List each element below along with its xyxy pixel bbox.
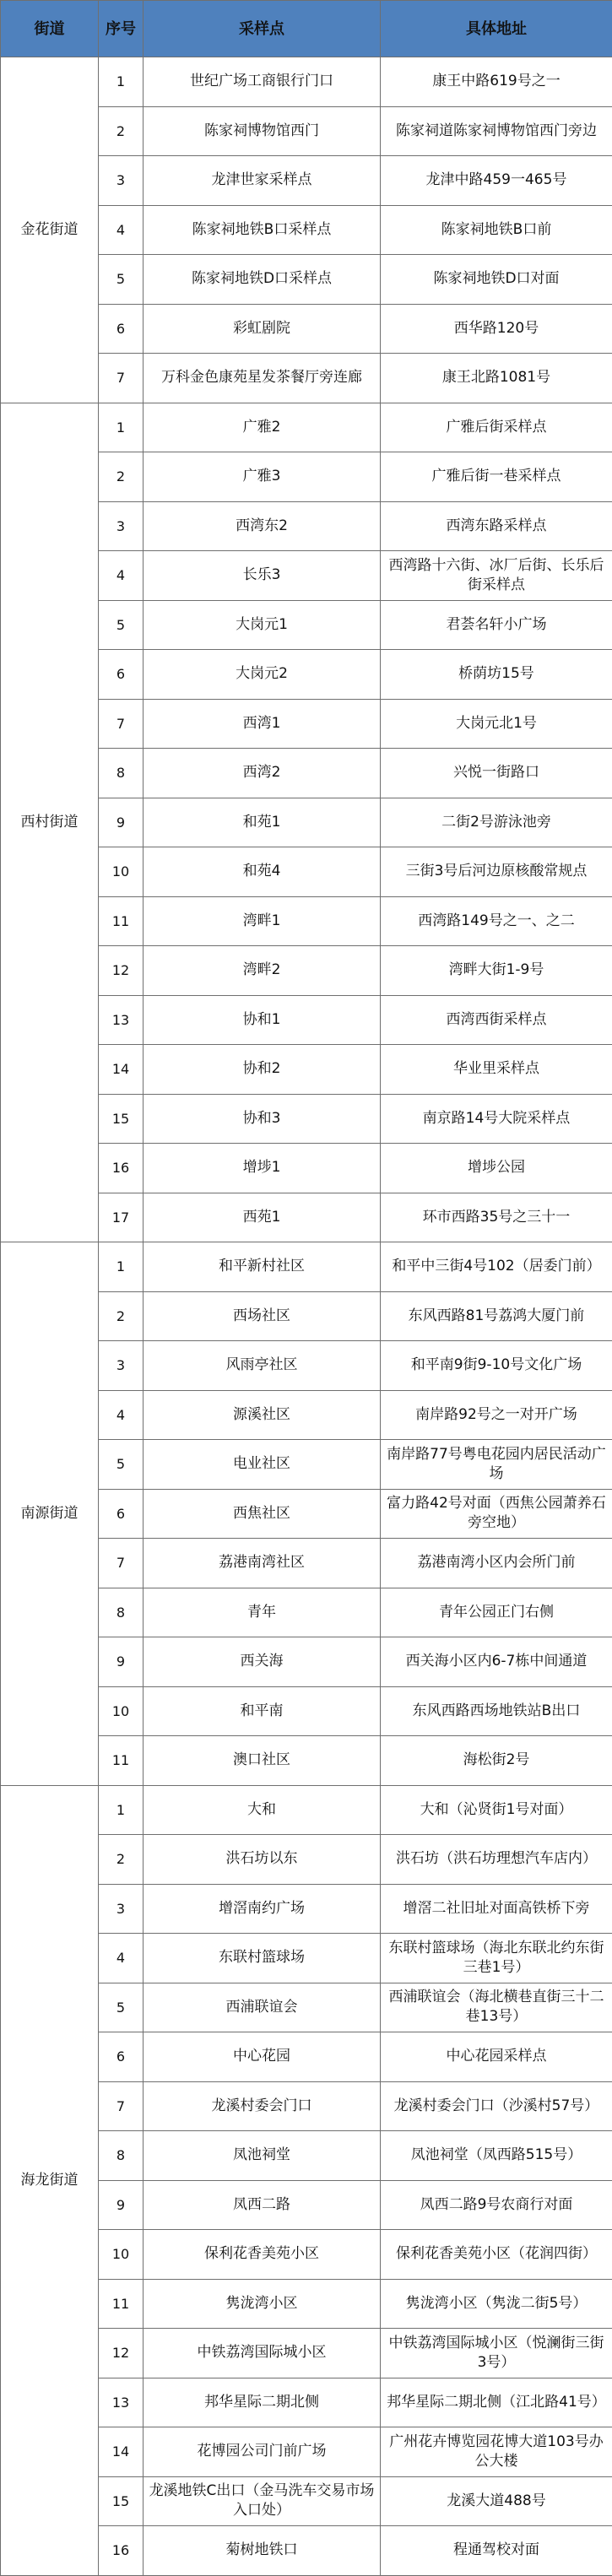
site-address: 广雅后街一巷采样点 [381,452,612,502]
row-number: 6 [99,2032,144,2082]
site-name: 保利花香美苑小区 [144,2230,381,2280]
site-address: 隽泷湾小区（隽泷二街5号） [381,2279,612,2329]
site-address: 凤西二路9号农商行对面 [381,2180,612,2230]
site-name: 陈家祠地铁D口采样点 [144,255,381,305]
row-number: 7 [99,699,144,749]
site-name: 大和 [144,1785,381,1835]
site-address: 康王中路619号之一 [381,57,612,107]
row-number: 1 [99,1242,144,1292]
row-number: 2 [99,106,144,156]
site-address: 增埗公园 [381,1144,612,1193]
row-number: 13 [99,2378,144,2427]
site-address: 君荟名轩小广场 [381,600,612,650]
site-name: 协和2 [144,1045,381,1095]
row-number: 10 [99,847,144,897]
site-address: 和平中三街4号102（居委门前） [381,1242,612,1292]
site-address: 东联村篮球场（海北东联北约东街三巷1号） [381,1934,612,1983]
site-name: 和苑1 [144,798,381,847]
site-address: 富力路42号对面（西焦公园萧养石旁空地） [381,1489,612,1539]
street-group-nanyuan: 南源街道 [1,1242,99,1786]
row-number: 3 [99,501,144,551]
site-address: 凤池祠堂（凤西路515号） [381,2131,612,2181]
site-address: 二街2号游泳池旁 [381,798,612,847]
site-name: 洪石坊以东 [144,1835,381,1885]
row-number: 1 [99,403,144,452]
site-name: 青年 [144,1588,381,1637]
row-number: 11 [99,1736,144,1786]
row-number: 7 [99,2081,144,2131]
site-name: 陈家祠博物馆西门 [144,106,381,156]
site-name: 大岗元2 [144,650,381,700]
site-address: 荔港南湾小区内会所门前 [381,1539,612,1588]
site-name: 湾畔2 [144,946,381,996]
header-street: 街道 [1,1,99,57]
header-row [1,1,612,57]
row-number: 2 [99,1835,144,1885]
row-number: 14 [99,2427,144,2477]
row-number: 11 [99,896,144,946]
site-address: 中心花园采样点 [381,2032,612,2082]
site-name: 和平新村社区 [144,1242,381,1292]
site-name: 西浦联谊会 [144,1983,381,2032]
site-address: 中铁荔湾国际城小区（悦澜街三街3号） [381,2329,612,2378]
row-number: 6 [99,650,144,700]
site-address: 邦华星际二期北侧（江北路41号） [381,2378,612,2427]
site-name: 西苑1 [144,1193,381,1242]
row-number: 15 [99,1094,144,1144]
site-name: 和苑4 [144,847,381,897]
site-address: 龙溪大道488号 [381,2476,612,2526]
site-address: 西湾东路采样点 [381,501,612,551]
site-name: 源溪社区 [144,1390,381,1440]
site-address: 环市西路35号之三十一 [381,1193,612,1242]
site-address: 南岸路77号粤电花园内居民活动广场 [381,1440,612,1490]
site-name: 凤池祠堂 [144,2131,381,2181]
site-name: 邦华星际二期北侧 [144,2378,381,2427]
site-address: 西湾路十六街、冰厂后街、长乐后街采样点 [381,551,612,601]
site-address: 陈家祠地铁D口对面 [381,255,612,305]
row-number: 17 [99,1193,144,1242]
site-address: 保利花香美苑小区（花润四街） [381,2230,612,2280]
row-number: 16 [99,1144,144,1193]
row-number: 5 [99,1983,144,2032]
site-address: 海松街2号 [381,1736,612,1786]
site-address: 龙津中路459一465号 [381,156,612,206]
site-address: 广雅后街采样点 [381,403,612,452]
site-address: 西浦联谊会（海北横巷直街三十二巷13号） [381,1983,612,2032]
site-name: 荔港南湾社区 [144,1539,381,1588]
site-address: 增滘二社旧址对面高铁桥下旁 [381,1884,612,1934]
row-number: 8 [99,2131,144,2181]
site-name: 增滘南约广场 [144,1884,381,1934]
site-address: 大和（沁贤街1号对面） [381,1785,612,1835]
site-name: 广雅3 [144,452,381,502]
site-address: 东风西路81号荔鸿大厦门前 [381,1291,612,1341]
site-address: 程通驾校对面 [381,2526,612,2576]
row-number: 16 [99,2526,144,2576]
site-address: 华业里采样点 [381,1045,612,1095]
site-name: 风雨亭社区 [144,1341,381,1391]
row-number: 11 [99,2279,144,2329]
site-name: 菊树地铁口 [144,2526,381,2576]
site-address: 南京路14号大院采样点 [381,1094,612,1144]
row-number: 9 [99,798,144,847]
site-name: 陈家祠地铁B口采样点 [144,205,381,255]
street-group-jinhua: 金花街道 [1,57,99,403]
site-address: 三街3号后河边原核酸常规点 [381,847,612,897]
site-name: 增埗1 [144,1144,381,1193]
row-number: 5 [99,255,144,305]
row-number: 8 [99,749,144,798]
site-name: 西湾2 [144,749,381,798]
row-number: 8 [99,1588,144,1637]
site-name: 西湾1 [144,699,381,749]
row-number: 10 [99,2230,144,2280]
table-body [1,57,612,2576]
row-number: 9 [99,1637,144,1687]
site-name: 广雅2 [144,403,381,452]
site-address: 西华路120号 [381,304,612,354]
row-number: 3 [99,1341,144,1391]
row-number: 7 [99,1539,144,1588]
row-number: 7 [99,354,144,403]
row-number: 5 [99,600,144,650]
site-name: 西关海 [144,1637,381,1687]
row-number: 2 [99,1291,144,1341]
site-name: 隽泷湾小区 [144,2279,381,2329]
site-name: 中铁荔湾国际城小区 [144,2329,381,2378]
row-number: 12 [99,2329,144,2378]
site-address: 大岗元北1号 [381,699,612,749]
row-number: 1 [99,1785,144,1835]
row-number: 13 [99,995,144,1045]
table-row [1,1785,612,1835]
site-name: 澳口社区 [144,1736,381,1786]
site-address: 湾畔大街1-9号 [381,946,612,996]
row-number: 4 [99,205,144,255]
row-number: 5 [99,1440,144,1490]
row-number: 14 [99,1045,144,1095]
site-name: 龙溪村委会门口 [144,2081,381,2131]
site-name: 电业社区 [144,1440,381,1490]
street-group-hailong: 海龙街道 [1,1785,99,2575]
site-name: 长乐3 [144,551,381,601]
site-name: 和平南 [144,1686,381,1736]
site-address: 南岸路92号之一对开广场 [381,1390,612,1440]
site-name: 中心花园 [144,2032,381,2082]
site-address: 桥荫坊15号 [381,650,612,700]
site-address: 龙溪村委会门口（沙溪村57号） [381,2081,612,2131]
row-number: 4 [99,1390,144,1440]
site-name: 世纪广场工商银行门口 [144,57,381,107]
site-name: 协和3 [144,1094,381,1144]
site-name: 龙溪地铁C出口（金马洗车交易市场入口处） [144,2476,381,2526]
site-address: 西湾西街采样点 [381,995,612,1045]
site-name: 花博园公司门前广场 [144,2427,381,2477]
site-address: 陈家祠地铁B口前 [381,205,612,255]
row-number: 9 [99,2180,144,2230]
site-address: 洪石坊（洪石坊理想汽车店内） [381,1835,612,1885]
site-address: 兴悦一街路口 [381,749,612,798]
row-number: 3 [99,156,144,206]
site-address: 广州花卉博览园花博大道103号办公大楼 [381,2427,612,2477]
row-number: 15 [99,2476,144,2526]
site-name: 龙津世家采样点 [144,156,381,206]
row-number: 12 [99,946,144,996]
site-name: 西湾东2 [144,501,381,551]
site-address: 西湾路149号之一、之二 [381,896,612,946]
site-address: 和平南9街9-10号文化广场 [381,1341,612,1391]
table-row [1,57,612,107]
site-address: 西关海小区内6-7栋中间通道 [381,1637,612,1687]
row-number: 4 [99,1934,144,1983]
row-number: 3 [99,1884,144,1934]
row-number: 1 [99,57,144,107]
street-group-xicun: 西村街道 [1,403,99,1242]
site-name: 万科金色康苑星发茶餐厅旁连廊 [144,354,381,403]
header-site: 采样点 [144,1,381,57]
site-name: 西焦社区 [144,1489,381,1539]
site-address: 东风西路西场地铁站B出口 [381,1686,612,1736]
site-name: 协和1 [144,995,381,1045]
table-row [1,1242,612,1292]
site-name: 西场社区 [144,1291,381,1341]
header-address: 具体地址 [381,1,612,57]
site-name: 彩虹剧院 [144,304,381,354]
table-row [1,403,612,452]
row-number: 6 [99,304,144,354]
site-address: 陈家祠道陈家祠博物馆西门旁边 [381,106,612,156]
row-number: 2 [99,452,144,502]
header-number: 序号 [99,1,144,57]
site-name: 东联村篮球场 [144,1934,381,1983]
site-name: 湾畔1 [144,896,381,946]
row-number: 4 [99,551,144,601]
site-name: 大岗元1 [144,600,381,650]
row-number: 6 [99,1489,144,1539]
site-name: 凤西二路 [144,2180,381,2230]
site-address: 青年公园正门右侧 [381,1588,612,1637]
row-number: 10 [99,1686,144,1736]
site-address: 康王北路1081号 [381,354,612,403]
